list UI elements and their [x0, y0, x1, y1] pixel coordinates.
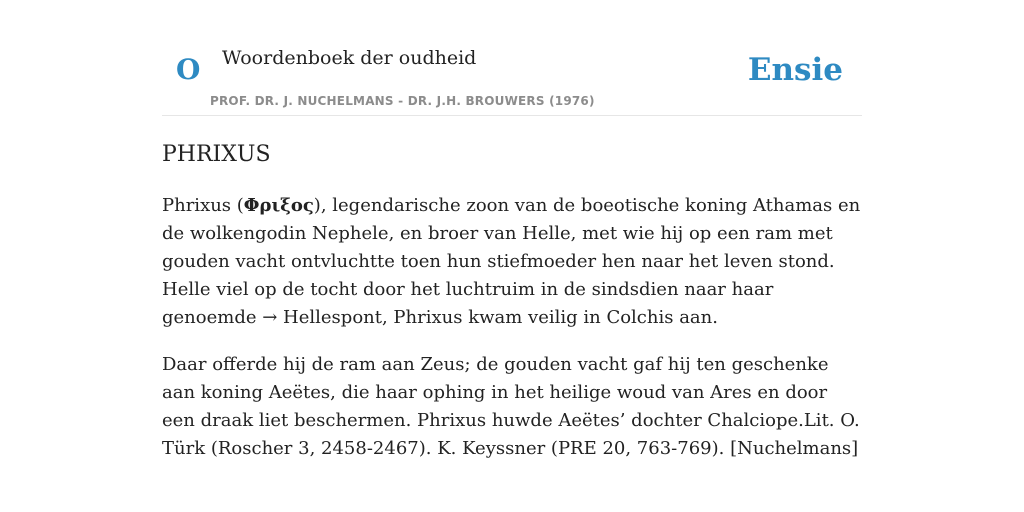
dictionary-authors: PROF. DR. J. NUCHELMANS - DR. J.H. BROUWERS (1976)	[210, 94, 595, 108]
hellespont-link[interactable]: → Hellespont	[262, 307, 382, 328]
entry-body	[162, 192, 862, 482]
letter-index-link[interactable]: O	[176, 53, 201, 86]
entry-paragraph-1	[162, 192, 862, 332]
paragraph-1-text: ), legendarische zoon van de boeotische koning Athamas en de wolkengodin Nephele, en broer van Helle, met wie hij op een ram met gouden vacht ontvluchtte toen hun stiefmoeder hen naar het leven stond. Helle viel op de tocht door het luchtruim in de sindsdien naar haar genoemde	[162, 195, 861, 328]
paragraph-1-intro: Phrixus (	[162, 195, 244, 216]
paragraph-1-end: , Phrixus kwam veilig in Colchis aan.	[381, 307, 718, 328]
ensie-logo-link[interactable]: Ensie	[747, 52, 843, 88]
entry-title: PHRIXUS	[162, 142, 271, 167]
dictionary-header	[162, 30, 862, 116]
entry-paragraph-2: Daar offerde hij de ram aan Zeus; de gouden vacht gaf hij ten geschenke aan koning Aeëtes, die haar ophing in het heilige woud van Ares en door een draak liet beschermen. Phrixus huwde Aeëtes’ dochter Chalciope.Lit. O. Türk (Roscher 3, 2458-2467). K. Keyssner (PRE 20, 763-769). [Nuchelmans]	[162, 354, 860, 459]
greek-name: Φριξος	[243, 195, 314, 216]
dictionary-title-link[interactable]: Woordenboek der oudheid	[222, 47, 477, 69]
